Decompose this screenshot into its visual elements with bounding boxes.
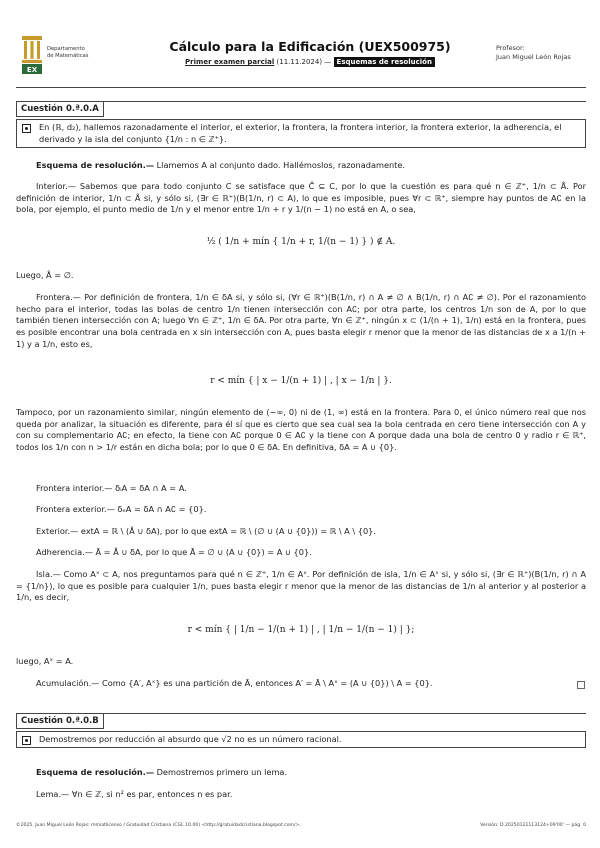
university-logo (22, 36, 42, 74)
tampoco-paragraph: Tampoco, por un razonamiento similar, ningún elemento de (−∞, 0) ni de (1, ∞) está en la frontera. Para 0, el único número real que nos queda por analizar, la situación es diferente, para él sí que es cierto que sea cual sea la bola centrada en cero tiene intersección con A y con su complementario A∁; en efecto, la tiene con A∁ porque 0 ∈ A∁ y la tiene con A porque dada una bola de centro 0 y radio r ∈ ℝ⁺, todos los 1/n con n > 1/r están en dicha bola; por lo que 0 ∈ δA. En definitiva, δA = A ∪ {0}. (16, 407, 586, 452)
scheme-b (36, 767, 586, 779)
lema-line: Lema.— ∀n ∈ ℤ, si n² es par, entonces n es par. (36, 789, 233, 799)
acumulacion-line: Acumulación.— Como {A′, Aˣ} es una partición de Ā, entonces A′ = Ā \ Aˣ = (A ∪ {0}) \ A = {0}. (36, 678, 433, 688)
bullet-icon (22, 124, 31, 133)
frontera-interior: Frontera interior.— δᵢA = δA ∩ A = A. (36, 483, 187, 493)
exam-date: (11.11.2024) — (276, 58, 332, 66)
question-b-statement: Demostremos por reducción al absurdo que √2 no es un número racional. (39, 734, 342, 744)
question-a-statement: En (ℝ, d₂), hallemos razonadamente el interior, el exterior, la frontera, la frontera interior, la frontera exterior, la adherencia, el derivado y la isla del conjunto {1/n : n ∈ ℤ⁺}. (39, 122, 562, 144)
question-a-statement-box (16, 119, 586, 148)
resolution-badge: Esquemas de resolución (334, 57, 435, 67)
frontera-paragraph: Frontera.— Por definición de frontera, 1/n ∈ δA si, y sólo si, (∀r ∈ ℝ⁺)(B(1/n, r) ∩ A ≠ ∅ ∧ B(1/n, r) ∩ A∁ ≠ ∅). Por el razonamiento hecho para el interior, todas las bolas de centro 1/n tienen intersección con A∁; por otra parte, los centros 1/n son de A, por lo que también tienen intersección con A; luego ∀n ∈ ℤ⁺, 1/n ∈ δA. Por otra parte, ∀n ∈ ℤ⁺, ningún x ⊂ (1/(n + 1), 1/n) está en la frontera, pues es posible encontrar una bola centrada en x sin intersección con A, pues basta elegir r menor que la menor de las distancias de x a 1/(n + 1) y a 1/n, esto es, (16, 292, 586, 349)
footer-license: ©2025. Juan Miguel León Rojas: mmiatlicenso / Gratuidad Cristiana (CGL 10.00) <http://gratuidadcristiana.blogspot.com/>. (16, 823, 301, 828)
scheme-a-label: Esquema de resolución.— (36, 160, 155, 170)
professor-name: Juan Miguel León Rojas (496, 53, 571, 62)
interior-conclusion: Luego, Å = ∅. (16, 270, 74, 280)
question-b-label: Cuestión 0.ª.0.B (16, 714, 104, 729)
header-rule (16, 87, 586, 88)
professor-info (496, 44, 571, 63)
page-title: Cálculo para la Edificación (UEX500975) (169, 39, 451, 54)
bullet-icon (22, 736, 31, 745)
equation-3: r < mín { | 1/n − 1/(n + 1) | , | 1/n − 1/(n − 1) | }; (187, 625, 415, 635)
question-b-statement-box (16, 731, 586, 748)
isla-paragraph: Isla.— Como Aˣ ⊂ A, nos preguntamos para qué n ∈ ℤ⁺, 1/n ∈ Aˣ. Por definición de isla, 1/n ∈ Aˣ si, y sólo si, (∃r ∈ ℝ⁺)(B(1/n, r) ∩ A = {1/n}), lo que es posible para cualquier 1/n, pues basta elegir r menor que la menor de las distancias de 1/n al anterior y al posterior a 1/n, es decir, (16, 569, 586, 603)
scheme-a-text: Llamemos A al conjunto dado. Hallémoslos, razonadamente. (156, 160, 406, 170)
question-b-header (16, 713, 586, 726)
question-a-header (16, 101, 586, 114)
professor-label: Profesor: (496, 44, 525, 52)
qed-icon (577, 681, 585, 689)
scheme-a (36, 160, 586, 172)
department-name (47, 46, 88, 60)
dept-line-1: Departamento (47, 46, 85, 52)
exterior-line: Exterior.— extA = ℝ \ (Å ∪ δA), por lo que extA = ℝ \ (∅ ∪ (A ∪ {0})) = ℝ \ A \ {0}. (36, 526, 376, 536)
footer-version: Versión: D.20250121113124+09'00' — pág. 0 (480, 823, 586, 828)
adherencia-line: Adherencia.— Ā = Å ∪ δA, por lo que Ā = ∅ ∪ (A ∪ {0}) = A ∪ {0}. (36, 547, 312, 557)
interior-paragraph: Interior.— Sabemos que para todo conjunto C se satisface que C̊ ⊆ C, por lo que la cuestión es para qué n ∈ ℤ⁺, 1/n ⊂ Å. Por definición de interior, 1/n ⊂ Å si, y sólo si, (∃r ∈ ℝ⁺)(B(1/n, r) ⊂ A), lo que es imposible, pues ∀r ⊂ ℝ⁺, siempre hay puntos de A∁ en la bola, por ejemplo, el punto medio de 1/n y el menor entre 1/n + r y 1/(n − 1) no está en A, o sea, (16, 181, 586, 215)
scheme-b-text: Demostremos primero un lema. (156, 767, 288, 777)
equation-1: ½ ( 1/n + mín { 1/n + r, 1/(n − 1) } ) ∉ A. (206, 237, 396, 247)
frontera-exterior: Frontera exterior.— δₑA = δA ∩ A∁ = {0}. (36, 504, 207, 514)
equation-2: r < mín { | x − 1/(n + 1) | , | x − 1/n | }. (210, 376, 392, 386)
svg-text:EX: EX (26, 66, 38, 74)
exam-name: Primer examen parcial (185, 58, 275, 66)
dept-line-2: de Matemáticas (47, 52, 89, 59)
exam-subtitle (150, 58, 470, 68)
isla-conclusion: luego, Aˣ = A. (16, 656, 74, 666)
question-a-label: Cuestión 0.ª.0.A (16, 102, 104, 117)
scheme-b-label: Esquema de resolución.— (36, 767, 155, 777)
